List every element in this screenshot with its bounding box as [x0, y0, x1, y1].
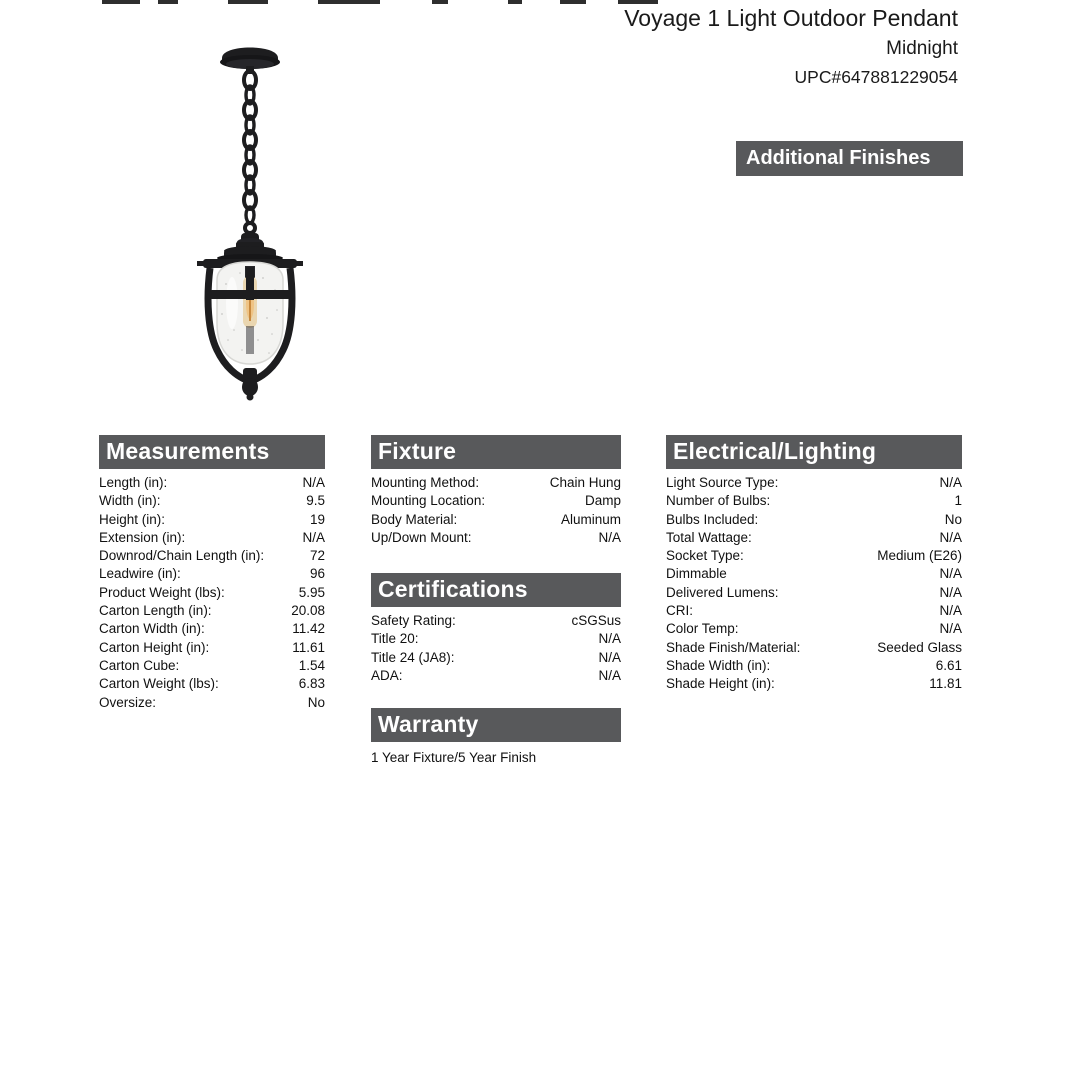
measurements-header [99, 435, 325, 469]
table-row [99, 565, 325, 583]
table-row [99, 529, 325, 547]
certifications-title: Certifications [378, 576, 528, 603]
table-row [666, 529, 962, 547]
row-value: Seeded Glass [877, 639, 962, 655]
table-row [99, 620, 325, 638]
row-label: CRI: [666, 603, 693, 619]
certifications-section [371, 573, 621, 685]
row-value: N/A [598, 529, 621, 545]
electrical-title: Electrical/Lighting [673, 438, 877, 464]
row-label: Width (in): [99, 493, 161, 509]
warranty-title: Warranty [378, 711, 479, 738]
middle-column [371, 435, 621, 767]
table-row [99, 492, 325, 510]
logo-mark [560, 0, 586, 4]
row-label: Number of Bulbs: [666, 493, 771, 509]
measurements-title: Measurements [106, 438, 270, 464]
row-value: N/A [302, 475, 325, 490]
row-label: Oversize: [99, 694, 157, 710]
row-label: Leadwire (in): [99, 566, 181, 582]
row-label: Mounting Location: [371, 493, 486, 509]
title-block [624, 4, 958, 89]
warranty-text: 1 Year Fixture/5 Year Finish [371, 750, 537, 766]
table-row [99, 639, 325, 657]
product-finish: Midnight [886, 38, 958, 59]
additional-finishes-header [736, 141, 963, 176]
row-value: cSGSus [571, 613, 621, 629]
row-value: N/A [598, 668, 621, 684]
table-row [666, 675, 962, 693]
row-value: 1.54 [298, 657, 325, 673]
row-label: Socket Type: [666, 548, 744, 564]
table-row [371, 612, 621, 630]
fixture-title: Fixture [378, 438, 457, 464]
table-row [666, 474, 962, 492]
row-label: Light Source Type: [666, 475, 779, 490]
logo-mark [432, 0, 448, 4]
table-row [666, 657, 962, 675]
row-label: Body Material: [371, 511, 458, 527]
row-value: 19 [309, 511, 325, 527]
row-value: 72 [309, 548, 325, 564]
cropped-logo-fragment [0, 0, 700, 6]
certifications-header [371, 573, 621, 607]
row-value: N/A [939, 566, 962, 582]
table-row [666, 565, 962, 583]
product-image [170, 18, 370, 420]
row-value: N/A [939, 529, 962, 545]
row-label: Shade Height (in): [666, 676, 775, 692]
table-row [99, 602, 325, 620]
table-row [666, 511, 962, 529]
table-row [371, 474, 621, 492]
row-label: Dimmable [666, 566, 727, 582]
row-value: N/A [598, 649, 621, 665]
row-value: 9.5 [306, 493, 325, 509]
row-label: Shade Finish/Material: [666, 639, 801, 655]
table-row [99, 474, 325, 492]
table-row [99, 694, 325, 712]
row-label: Downrod/Chain Length (in): [99, 548, 265, 564]
electrical-rows [666, 474, 962, 694]
product-upc: UPC#647881229054 [794, 67, 958, 87]
table-row [666, 547, 962, 565]
row-value: 96 [309, 566, 325, 582]
table-row [371, 630, 621, 648]
table-row [99, 675, 325, 693]
row-value: N/A [939, 584, 962, 600]
pendant-chain [244, 71, 256, 233]
logo-mark [228, 0, 268, 4]
row-label: Carton Weight (lbs): [99, 676, 219, 692]
fixture-rows [371, 474, 621, 547]
measurements-section [99, 435, 325, 712]
row-value: 11.61 [292, 639, 325, 655]
table-row [666, 602, 962, 620]
row-value: N/A [598, 631, 621, 647]
row-label: Extension (in): [99, 529, 186, 545]
measurements-rows [99, 474, 325, 712]
table-row [99, 584, 325, 602]
row-value: N/A [302, 529, 325, 545]
fixture-section [371, 435, 621, 547]
row-value: 6.83 [298, 676, 325, 692]
row-value: N/A [939, 475, 962, 490]
row-label: Carton Length (in): [99, 603, 212, 619]
logo-mark [318, 0, 380, 4]
table-row [666, 620, 962, 638]
row-label: Total Wattage: [666, 529, 752, 545]
table-row [99, 657, 325, 675]
warranty-header [371, 708, 621, 742]
row-label: Carton Height (in): [99, 639, 210, 655]
table-row [99, 547, 325, 565]
row-value: 11.81 [929, 676, 962, 692]
electrical-header [666, 435, 962, 469]
row-value: No [307, 694, 325, 710]
logo-mark [508, 0, 522, 4]
pendant-finial [242, 368, 258, 401]
row-label: Shade Width (in): [666, 657, 771, 673]
row-label: Height (in): [99, 511, 166, 527]
row-label: Up/Down Mount: [371, 529, 472, 545]
row-value: 11.42 [292, 621, 325, 637]
row-label: Color Temp: [666, 621, 739, 637]
additional-finishes-label: Additional Finishes [746, 147, 931, 169]
row-label: Product Weight (lbs): [99, 584, 225, 600]
table-row [371, 649, 621, 667]
row-value: Chain Hung [549, 475, 621, 490]
row-label: ADA: [371, 668, 403, 684]
electrical-section [666, 435, 962, 694]
logo-mark [102, 0, 140, 4]
row-label: Carton Width (in): [99, 621, 205, 637]
table-row [666, 492, 962, 510]
row-value: N/A [939, 603, 962, 619]
table-row [99, 511, 325, 529]
row-value: No [944, 511, 962, 527]
row-label: Mounting Method: [371, 475, 480, 490]
row-value: Medium (E26) [877, 548, 962, 564]
row-label: Length (in): [99, 475, 168, 490]
row-label: Bulbs Included: [666, 511, 759, 527]
table-row [666, 584, 962, 602]
row-label: Safety Rating: [371, 613, 456, 629]
row-value: 6.61 [935, 657, 962, 673]
table-row [371, 529, 621, 547]
certifications-rows [371, 612, 621, 685]
pendant-cap [217, 233, 283, 262]
row-label: Title 24 (JA8): [371, 649, 455, 665]
row-label: Carton Cube: [99, 657, 180, 673]
table-row [371, 511, 621, 529]
row-value: N/A [939, 621, 962, 637]
table-row [371, 667, 621, 685]
row-value: Aluminum [560, 511, 621, 527]
product-title: Voyage 1 Light Outdoor Pendant [624, 5, 958, 31]
row-label: Title 20: [371, 631, 419, 647]
table-row [666, 639, 962, 657]
table-row [371, 492, 621, 510]
row-label: Delivered Lumens: [666, 584, 779, 600]
row-value: 1 [954, 493, 962, 509]
row-value: 5.95 [298, 584, 325, 600]
warranty-section [371, 708, 621, 767]
row-value: 20.08 [291, 603, 325, 619]
row-value: Damp [584, 493, 621, 509]
logo-mark [158, 0, 178, 4]
fixture-header [371, 435, 621, 469]
